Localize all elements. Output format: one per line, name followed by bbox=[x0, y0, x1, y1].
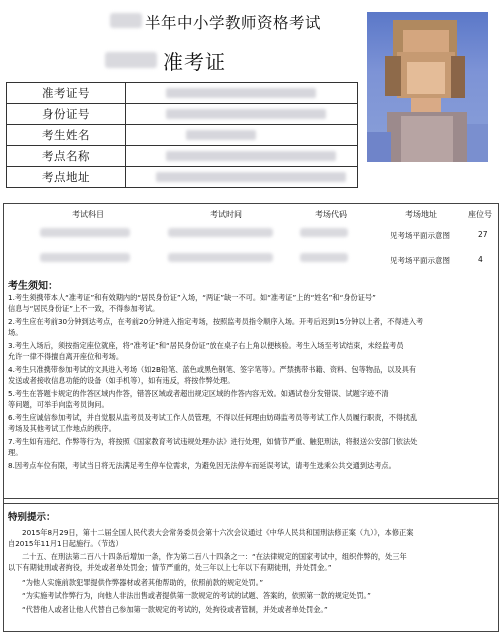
info-row bbox=[7, 167, 358, 188]
notice-line: 发送或者接收信息功能的设备（如手机等），如有违反，将按作弊处理。 bbox=[8, 376, 235, 385]
info-row bbox=[7, 83, 358, 104]
info-row bbox=[7, 125, 358, 146]
col-room-address: 考场地址 bbox=[405, 210, 437, 219]
warning-line: “代替他人或者让他人代替自己参加第一款规定的考试的，处拘役或者管制，并处或者单处罚金。” bbox=[22, 605, 328, 614]
info-value-redacted bbox=[126, 167, 358, 188]
notice-line: 4.考生只准携带参加考试的文具进入考场（如2B铅笔、蓝色或黑色钢笔、签字笔等）。严禁携带书籍、资料、包等物品，以及具有 bbox=[8, 365, 417, 374]
candidate-info-table bbox=[6, 82, 358, 188]
warning-line: “为实施考试作弊行为，向他人非法出售或者提供第一款规定的考试的试题、答案的，依照第一款的规定处罚。” bbox=[22, 591, 371, 600]
notice-line: 允许一律不得擅自离开座位和考场。 bbox=[8, 352, 124, 361]
notice-line: 3.考生入场后，须按指定座位就座，将“准考证”和“居民身份证”放在桌子右上角以便核验。考生入场至考试结束，未经监考员 bbox=[8, 341, 404, 350]
info-label: 考点名称 bbox=[7, 146, 126, 167]
redacted-year bbox=[110, 13, 142, 28]
subtitle-text: 准考证 bbox=[163, 50, 226, 74]
col-subject: 考试科目 bbox=[72, 210, 104, 219]
ticket-subtitle bbox=[145, 46, 345, 72]
notice-line: 8.因考点车位有限，考试当日将无法满足考生停车位需求，为避免因无法停车而延误考试，请考生选乘公共交通到达考点。 bbox=[8, 461, 396, 470]
notice-line: 理。 bbox=[8, 448, 23, 457]
room-address: 见考场平面示意图 bbox=[390, 256, 450, 265]
col-room-code: 考场代码 bbox=[315, 210, 347, 219]
info-value-redacted bbox=[126, 125, 358, 146]
notice-line: 2.考生应在考前30分钟到达考点，在考前20分钟进入指定考场，按照监考员指令顺序入场。开考后迟到15分钟以上者，不得进入考 bbox=[8, 317, 424, 326]
warning-line: 二十五、在刑法第二百八十四条后增加一条，作为第二百八十四条之一：“在法律规定的国家考试中，组织作弊的，处三年 bbox=[22, 552, 407, 561]
notice-line: 场。 bbox=[8, 328, 23, 337]
warning-line: 自2015年11月1日起施行。（节选） bbox=[8, 539, 123, 548]
notice-line: 1.考生须携带本人“准考证”和有效期内的“居民身份证”入场，“两证”缺一不可。如“准考证”上的“姓名”和“身份证号” bbox=[8, 293, 376, 302]
notice-line: 6.考生应诚信参加考试，并自觉服从监考员及考试工作人员管理，不得以任何理由妨碍监考员等考试工作人员履行职责，不得扰乱 bbox=[8, 413, 418, 422]
col-seat: 座位号 bbox=[468, 210, 492, 219]
room-address: 见考场平面示意图 bbox=[390, 231, 450, 240]
notice-title: 考生须知： bbox=[8, 281, 58, 292]
candidate-photo bbox=[367, 12, 488, 162]
warning-title: 特别提示： bbox=[8, 512, 56, 523]
exam-title bbox=[110, 10, 370, 32]
title-text: 半年中小学教师资格考试 bbox=[145, 14, 322, 32]
info-label: 考生姓名 bbox=[7, 125, 126, 146]
seat-number: 4 bbox=[478, 255, 483, 264]
notice-line: 5.考生在答题卡规定的作答区域内作答，错答区域或者超出规定区域的作答内容无效。如遇试卷分发错误、试题字迹不清 bbox=[8, 389, 389, 398]
info-label: 身份证号 bbox=[7, 104, 126, 125]
info-label: 准考证号 bbox=[7, 83, 126, 104]
section-divider bbox=[3, 503, 499, 504]
col-time: 考试时间 bbox=[210, 210, 242, 219]
notice-line: 信息与“居民身份证”上不一致，不得参加考试。 bbox=[8, 304, 160, 313]
warning-line: 以下有期徒刑或者拘役，并处或者单处罚金；情节严重的，处三年以上七年以下有期徒刑，并处罚金。” bbox=[8, 563, 332, 572]
info-label: 考点地址 bbox=[7, 167, 126, 188]
seat-number: 27 bbox=[478, 230, 488, 239]
info-value-redacted bbox=[126, 83, 358, 104]
notice-line: 7.考生如有违纪、作弊等行为，将按照《国家教育考试违规处理办法》进行处理，如情节严重、触犯刑法，将报送公安部门依法处 bbox=[8, 437, 418, 446]
info-row bbox=[7, 104, 358, 125]
warning-line: “为他人实施前款犯罪提供作弊器材或者其他帮助的，依照前款的规定处罚。” bbox=[22, 578, 264, 587]
info-row bbox=[7, 146, 358, 167]
redacted-prefix bbox=[105, 52, 157, 68]
info-value-redacted bbox=[126, 146, 358, 167]
info-value-redacted bbox=[126, 104, 358, 125]
notice-line: 考场及其他考试工作地点的秩序。 bbox=[8, 424, 116, 433]
section-divider bbox=[3, 498, 499, 499]
warning-line: 2015年8月29日，第十二届全国人民代表大会常务委员会第十六次会议通过《中华人民共和国刑法修正案（九）》，本修正案 bbox=[22, 528, 414, 537]
notice-line: 等问题，可举手向监考员询问。 bbox=[8, 400, 109, 409]
